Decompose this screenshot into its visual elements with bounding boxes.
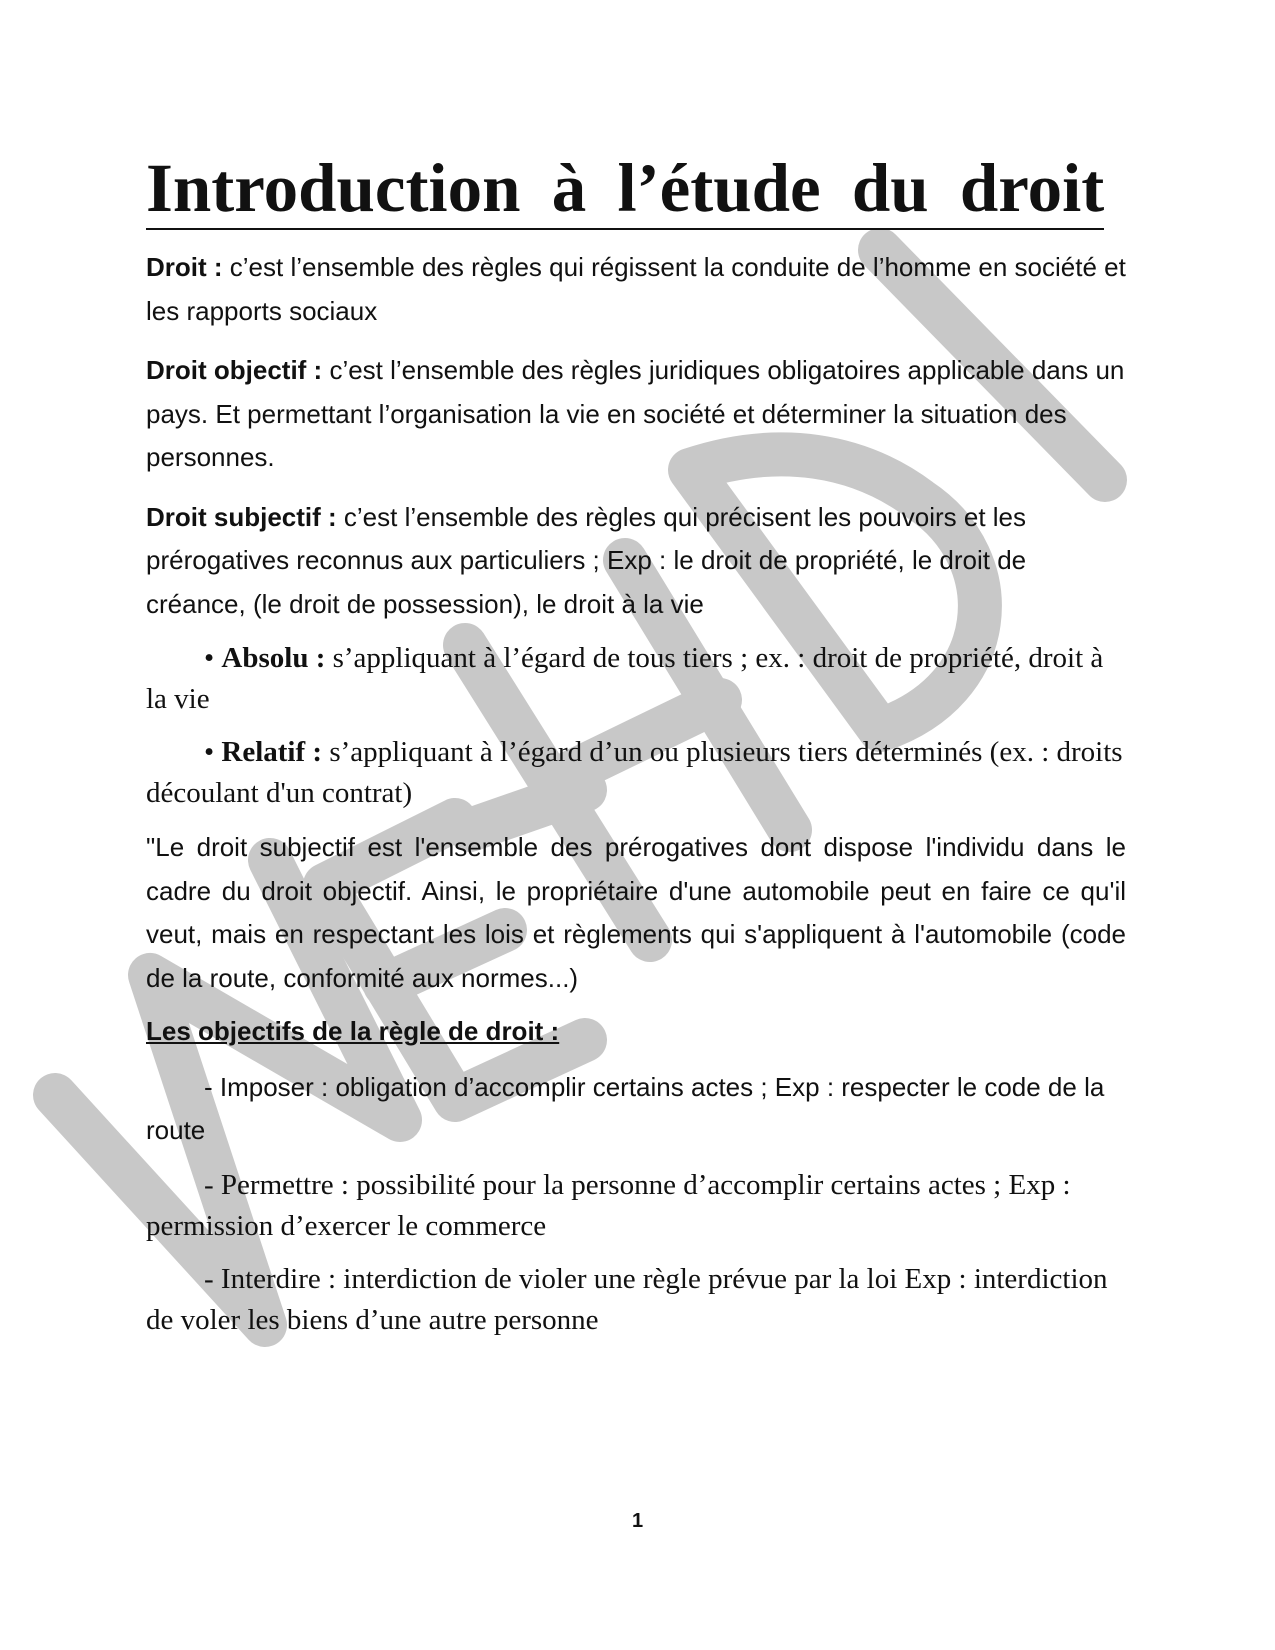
bullet-text: s’appliquant à l’égard de tous tiers ; ex. : droit de propriété, droit à la vie xyxy=(146,642,1104,715)
page-title: Introduction à l’étude du droit xyxy=(146,150,1104,230)
objective-permettre: - Permettre : possibilité pour la personne d’accomplir certains actes ; Exp : permission d’exercer le commerce xyxy=(146,1168,1071,1242)
objective-imposer: - Imposer : obligation d’accomplir certains actes ; Exp : respecter le code de la route xyxy=(146,1071,1105,1145)
bullet-term: Relatif : xyxy=(221,736,323,768)
definition-droit xyxy=(146,246,1126,333)
section-heading-objectifs: Les objectifs de la règle de droit : xyxy=(146,1016,560,1046)
definition-droit-subjectif xyxy=(146,496,1126,627)
definition-text: c’est l’ensemble des règles qui précisent les pouvoirs et les prérogatives reconnus aux particuliers ; Exp : le droit de propriété, le droit de créance, (le droit de possession), le droit à la vie xyxy=(146,501,1027,619)
definition-term: Droit subjectif : xyxy=(146,501,337,532)
bullet-term: Absolu : xyxy=(221,642,326,674)
quote-paragraph: "Le droit subjectif est l'ensemble des prérogatives dont dispose l'individu dans le cadre du droit objectif. Ainsi, le propriétaire d'une automobile peut en faire ce qu'il veut, mais en respectant les lois et règlements qui s'appliquent à l'automobile (code de la route, conformité aux normes...) xyxy=(146,832,1126,993)
definition-text: c’est l’ensemble des règles juridiques obligatoires applicable dans un pays. Et permettant l’organisation la vie en société et déterminer la situation des personnes. xyxy=(146,355,1125,472)
bullet-relatif xyxy=(146,732,1126,814)
definition-droit-objectif xyxy=(146,349,1126,480)
definition-term: Droit objectif : xyxy=(146,355,323,385)
bullet-text: s’appliquant à l’égard d’un ou plusieurs tiers déterminés (ex. : droits découlant d'un contrat) xyxy=(146,736,1123,809)
bullet-icon: • xyxy=(204,642,222,674)
definition-term: Droit : xyxy=(146,252,223,282)
definition-text: c’est l’ensemble des règles qui régissent la conduite de l’homme en société et les rapports sociaux xyxy=(146,252,1126,326)
page-number: 1 xyxy=(631,1510,644,1532)
objective-interdire: - Interdire : interdiction de violer une règle prévue par la loi Exp : interdiction de voler les biens d’une autre personne xyxy=(146,1262,1108,1336)
bullet-absolu xyxy=(146,638,1126,720)
document-body xyxy=(146,150,1126,1341)
bullet-icon: • xyxy=(204,736,222,768)
